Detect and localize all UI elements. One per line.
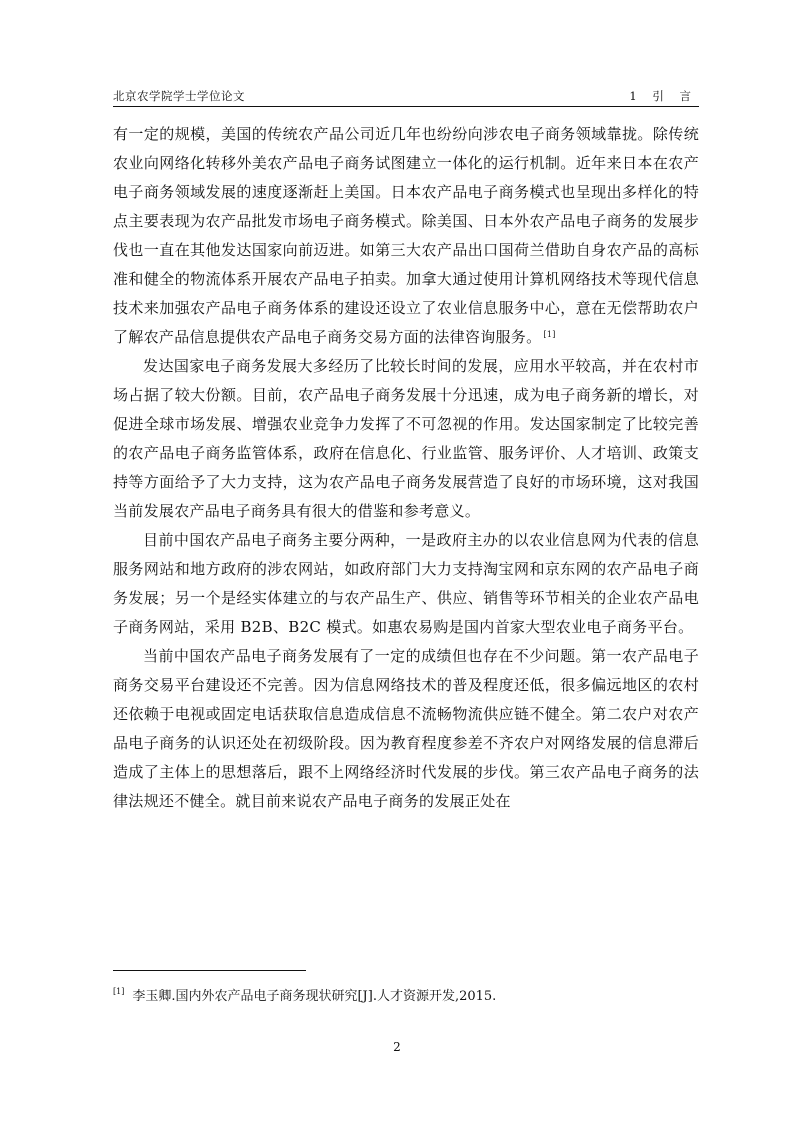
body-text [113, 120, 699, 816]
paragraph-3: 目前中国农产品电子商务主要分两种，一是政府主办的以农业信息网为代表的信息服务网站和地方政府的涉农网站，如政府部门大力支持淘宝网和京东网的农产品电子商务发展；另一个是经实体建立的与农产品生产、供应、销售等环节相关的企业农产品电子商务网站，采用 B2B、B2C 模式。如惠农易购是国内首家大型农业电子商务平台。 [113, 531, 699, 636]
paragraph-1-text: 有一定的规模，美国的传统农产品公司近几年也纷纷向涉农电子商务领域靠拢。除传统农业向网络化转移外美农产品电子商务试图建立一体化的运行机制。近年来日本在农产电子商务领域发展的速度逐渐赶上美国。日本农产品电子商务模式也呈现出多样化的特点主要表现为农产品批发市场电子商务模式。除美国、日本外农产品电子商务的发展步伐也一直在其他发达国家向前迈进。如第三大农产品出口国荷兰借助自身农产品的高标准和健全的物流体系开展农产品电子拍卖。加拿大通过使用计算机网络技术等现代信息技术来加强农产品电子商务体系的建设还设立了农业信息服务中心，意在无偿帮助农户了解农产品信息提供农产品电子商务交易方面的法律咨询服务。 [113, 125, 699, 346]
paragraph-2: 发达国家电子商务发展大多经历了比较长时间的发展，应用水平较高，并在农村市场占据了较大份额。目前，农产品电子商务发展十分迅速，成为电子商务新的增长，对促进全球市场发展、增强农业竞争力发挥了不可忽视的作用。发达国家制定了比较完善的农产品电子商务监管体系，政府在信息化、行业监管、服务评价、人才培训、政策支持等方面给予了大力支持，这为农产品电子商务发展营造了良好的市场环境，这对我国当前发展农产品电子商务具有很大的借鉴和参考意义。 [113, 357, 699, 520]
footnote-text: 李玉卿.国内外农产品电子商务现状研究[J].人才资源开发,2015. [132, 989, 497, 1004]
header-chapter-title: 1 引 言 [629, 89, 697, 103]
header-thesis-title: 北京农学院学士学位论文 [113, 89, 245, 103]
footnote-mark: [1] [113, 987, 125, 996]
page-number: 2 [393, 1040, 401, 1054]
citation-mark: [1] [543, 330, 556, 339]
footnote-divider [113, 970, 306, 971]
paragraph-1 [113, 120, 699, 352]
page-header [113, 86, 699, 107]
footnote [113, 983, 699, 1006]
paragraph-4: 当前中国农产品电子商务发展有了一定的成绩但也存在不少问题。第一农产品电子商务交易平台建设还不完善。因为信息网络技术的普及程度还低，很多偏远地区的农村还依赖于电视或固定电话获取信息造成信息不流畅物流供应链不健全。第二农户对农产品电子商务的认识还处在初级阶段。因为教育程度参差不齐农户对网络发展的信息滞后造成了主体上的思想落后，跟不上网络经济时代发展的步伐。第三农产品电子商务的法律法规还不健全。就目前来说农产品电子商务的发展正处在 [113, 647, 699, 810]
